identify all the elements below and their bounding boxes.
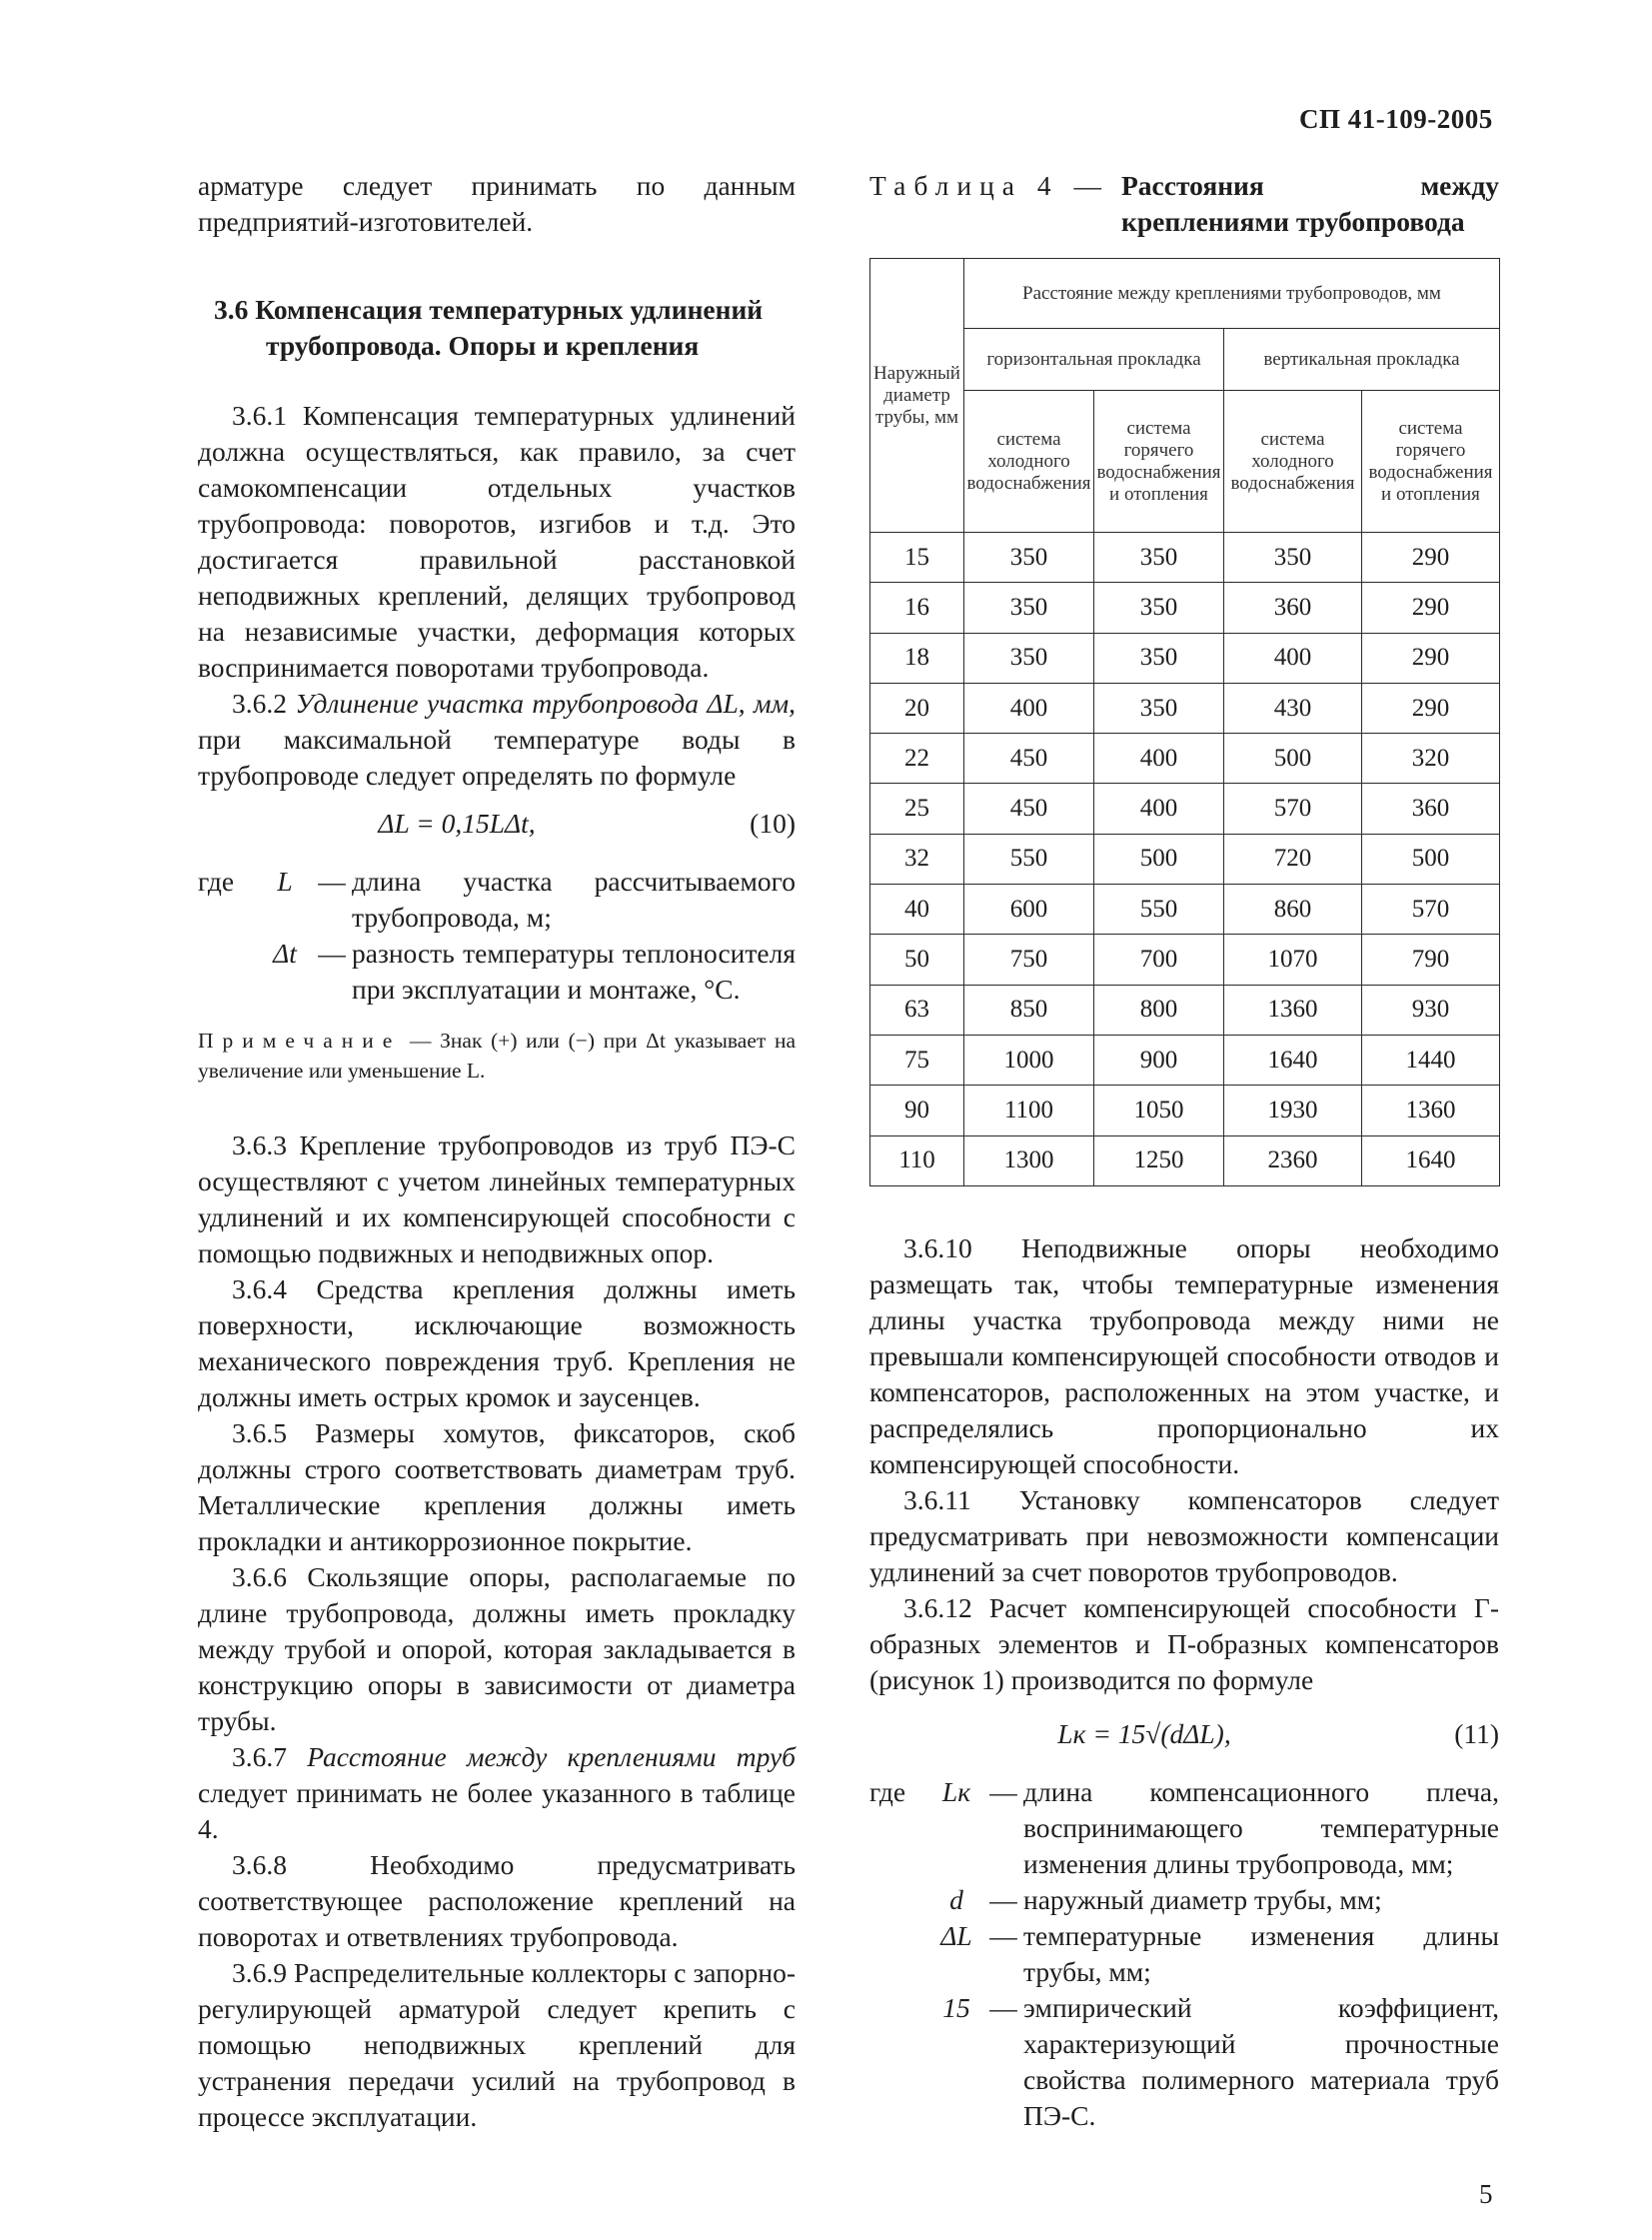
table-cell-diameter: 40	[870, 885, 964, 935]
table-cell-distance: 1640	[1362, 1135, 1500, 1185]
table-cell-distance: 350	[964, 633, 1094, 683]
table-cell-distance: 570	[1224, 784, 1362, 834]
table-cell-distance: 290	[1362, 583, 1500, 633]
table-cell-diameter: 15	[870, 533, 964, 583]
table-row	[870, 834, 1500, 884]
paragraph-3-6-1: 3.6.1 Компенсация температурных удлинений должна осуществляться, как правило, за счет самокомпенсации отдельных участков трубопровода: поворотов, изгибов и т.д. Это достигается правильной расстановкой неподвижных креплений, делящих трубопровод на независимые участки, деформация которых воспринимается поворотами трубопровода.	[198, 400, 796, 683]
table-cell-distance: 900	[1094, 1035, 1224, 1085]
table-cell-distance: 750	[964, 935, 1094, 985]
paragraph-3-6-11: 3.6.11 Установку компенсаторов следует предусматривать при невозможности компенсации удлинений за счет поворотов трубопроводов.	[869, 1483, 1499, 1587]
table-cell-diameter: 20	[870, 683, 964, 733]
formula-11	[869, 1716, 1499, 1752]
paragraph-3-6-2	[198, 686, 796, 794]
header-outer-diameter: Наружный диаметр трубы, мм	[870, 259, 964, 533]
note	[198, 1026, 796, 1086]
formula-10-expression: ΔL = 0,15LΔt,	[378, 808, 536, 839]
table-row	[870, 784, 1500, 834]
paragraph-3-6-2-number: 3.6.2	[232, 688, 287, 719]
paragraph-3-6-7-italic: Расстояние между креплениями труб	[307, 1741, 796, 1772]
table-cell-diameter: 25	[870, 784, 964, 834]
table-row	[870, 885, 1500, 935]
table-4-body	[870, 533, 1500, 1186]
table-cell-distance: 1360	[1362, 1086, 1500, 1135]
note-text: — Знак (+) или (−) при Δt указывает на увеличение или уменьшение L.	[198, 1029, 796, 1083]
table-row	[870, 935, 1500, 985]
left-column	[198, 168, 796, 2135]
table-cell-distance: 350	[1094, 583, 1224, 633]
table-cell-distance: 1250	[1094, 1135, 1224, 1185]
table-cell-distance: 450	[964, 784, 1094, 834]
table-cell-distance: 550	[1094, 885, 1224, 935]
definition-row: где L — длина участка рассчитываемого трубопровода, м;	[198, 866, 796, 933]
header-hot-vertical: система горячего водоснабжения и отопления	[1362, 391, 1500, 533]
table-cell-diameter: 18	[870, 633, 964, 683]
table-row	[870, 683, 1500, 733]
table-cell-diameter: 63	[870, 985, 964, 1035]
paragraph-3-6-8: 3.6.8 Необходимо предусматривать соответствующее расположение креплений на поворотах и ответвлениях трубопровода.	[198, 1849, 796, 1952]
header-hot-horizontal: система горячего водоснабжения и отопления	[1094, 391, 1224, 533]
table-cell-distance: 400	[1094, 734, 1224, 784]
table-cell-distance: 290	[1362, 633, 1500, 683]
table-cell-distance: 1000	[964, 1035, 1094, 1085]
table-cell-distance: 800	[1094, 985, 1224, 1035]
table-cell-distance: 350	[964, 533, 1094, 583]
paragraph-3-6-4: 3.6.4 Средства крепления должны иметь поверхности, исключающие возможность механического повреждения труб. Крепления не должны иметь острых кромок и заусенцев.	[198, 1273, 796, 1412]
table-4-caption	[869, 168, 1499, 240]
table-row	[870, 1086, 1500, 1135]
table-cell-diameter: 22	[870, 734, 964, 784]
intro-paragraph: арматуре следует принимать по данным предприятий-изготовителей.	[198, 170, 796, 237]
paragraph-3-6-3: 3.6.3 Крепление трубопроводов из труб ПЭ-С осуществляют с учетом линейных температурных удлинений и их компенсирующей способности с помощью подвижных и неподвижных опор.	[198, 1129, 796, 1268]
table-cell-diameter: 16	[870, 583, 964, 633]
table-row	[870, 633, 1500, 683]
table-cell-distance: 600	[964, 885, 1094, 935]
table-cell-diameter: 90	[870, 1086, 964, 1135]
table-row	[870, 583, 1500, 633]
page-number: 5	[1479, 2179, 1493, 2209]
table-cell-distance: 1440	[1362, 1035, 1500, 1085]
right-column	[869, 168, 1499, 2152]
table-cell-distance: 290	[1362, 683, 1500, 733]
formula-11-number: (11)	[1454, 1717, 1499, 1749]
table-cell-distance: 450	[964, 734, 1094, 784]
table-4	[869, 258, 1500, 1186]
document-code: СП 41-109-2005	[1299, 104, 1493, 134]
table-cell-distance: 720	[1224, 834, 1362, 884]
table-row	[870, 1135, 1500, 1185]
table-cell-distance: 930	[1362, 985, 1500, 1035]
table-cell-distance: 1640	[1224, 1035, 1362, 1085]
table-cell-distance: 1100	[964, 1086, 1094, 1135]
table-cell-diameter: 32	[870, 834, 964, 884]
table-cell-distance: 320	[1362, 734, 1500, 784]
table-cell-distance: 500	[1362, 834, 1500, 884]
table-cell-distance: 350	[1094, 633, 1224, 683]
table-cell-distance: 360	[1362, 784, 1500, 834]
paragraph-3-6-7-number: 3.6.7	[232, 1741, 287, 1772]
table-cell-distance: 360	[1224, 583, 1362, 633]
paragraph-3-6-7	[198, 1739, 796, 1847]
table-cell-distance: 350	[1094, 533, 1224, 583]
table-cell-distance: 400	[964, 683, 1094, 733]
table-cell-distance: 790	[1362, 935, 1500, 985]
paragraph-3-6-12: 3.6.12 Расчет компенсирующей способности Г-образных элементов и П-образных компенсаторов (рисунок 1) производится по формуле	[869, 1591, 1499, 1695]
paragraph-3-6-7-text: следует принимать не более указанного в таблице 4.	[198, 1777, 796, 1844]
header-distance: Расстояние между креплениями трубопроводов, мм	[964, 259, 1500, 329]
table-cell-distance: 290	[1362, 533, 1500, 583]
table-cell-diameter: 50	[870, 935, 964, 985]
definition-row: Δt — разность температуры теплоносителя при эксплуатации и монтаже, °С.	[273, 938, 796, 1005]
table-cell-distance: 570	[1362, 885, 1500, 935]
section-heading-3-6: 3.6 Компенсация температурных удлинений трубопровода. Опоры и крепления	[214, 294, 764, 361]
formula-10-number: (10)	[750, 808, 796, 839]
table-cell-distance: 1930	[1224, 1086, 1362, 1135]
paragraph-3-6-2-text: при максимальной температуре воды в трубопроводе следует определять по формуле	[198, 724, 796, 791]
definition-row: ΔL — температурные изменения длины трубы, мм;	[940, 1919, 1499, 1987]
table-cell-distance: 1360	[1224, 985, 1362, 1035]
table-4-label: Таблица 4 —	[869, 170, 1109, 201]
header-cold-horizontal: система холодного водоснабжения	[964, 391, 1094, 533]
table-cell-distance: 1070	[1224, 935, 1362, 985]
table-4-title: Расстояния между креплениями трубопровода	[1121, 170, 1499, 237]
formula-10-definitions	[198, 864, 796, 1008]
paragraph-3-6-10: 3.6.10 Неподвижные опоры необходимо размещать так, чтобы температурные изменения длины участка трубопровода между ними не превышали компенсирующей способности отводов и компенсаторов, расположенных на этом участке, и распределялись пропорционально их компенсирующей способности.	[869, 1231, 1499, 1479]
paragraph-3-6-6: 3.6.6 Скользящие опоры, располагаемые по длине трубопровода, должны иметь прокладку между трубой и опорой, которая закладывается в конструкцию опоры в зависимости от диаметра трубы.	[198, 1561, 796, 1736]
table-cell-distance: 400	[1224, 633, 1362, 683]
table-cell-distance: 500	[1224, 734, 1362, 784]
table-cell-distance: 430	[1224, 683, 1362, 733]
table-row	[870, 533, 1500, 583]
table-row	[870, 1035, 1500, 1085]
paragraph-3-6-2-italic: Удлинение участка трубопровода ΔL, мм,	[295, 688, 796, 719]
table-cell-distance: 860	[1224, 885, 1362, 935]
header-vertical: вертикальная прокладка	[1224, 329, 1500, 391]
formula-11-definitions	[869, 1774, 1499, 2134]
table-row	[870, 985, 1500, 1035]
header-cold-vertical: система холодного водоснабжения	[1224, 391, 1362, 533]
table-row	[870, 734, 1500, 784]
table-cell-distance: 500	[1094, 834, 1224, 884]
table-cell-diameter: 110	[870, 1135, 964, 1185]
table-cell-distance: 700	[1094, 935, 1224, 985]
table-cell-diameter: 75	[870, 1035, 964, 1085]
table-cell-distance: 350	[1094, 683, 1224, 733]
header-horizontal: горизонтальная прокладка	[964, 329, 1224, 391]
definition-row: где Lк — длина компенсационного плеча, воспринимающего температурные изменения длины трубопровода, мм;	[869, 1775, 1499, 1879]
table-cell-distance: 400	[1094, 784, 1224, 834]
definition-row: 15 — эмпирический коэффициент, характеризующий прочностные свойства полимерного материала труб ПЭ-С.	[942, 1991, 1499, 2131]
table-cell-distance: 2360	[1224, 1135, 1362, 1185]
table-cell-distance: 350	[1224, 533, 1362, 583]
table-cell-distance: 1300	[964, 1135, 1094, 1185]
table-cell-distance: 850	[964, 985, 1094, 1035]
paragraph-3-6-5: 3.6.5 Размеры хомутов, фиксаторов, скоб должны строго соответствовать диаметрам труб. Металлические крепления должны иметь прокладки и антикоррозионное покрытие.	[198, 1417, 796, 1556]
note-label: Примечание	[198, 1029, 402, 1053]
formula-10	[198, 806, 796, 842]
definition-row: d — наружный диаметр трубы, мм;	[949, 1883, 1382, 1915]
paragraph-3-6-9: 3.6.9 Распределительные коллекторы с запорно-регулирующей арматурой следует крепить с помощью неподвижных креплений для устранения передачи усилий на трубопровод в процессе эксплуатации.	[198, 1957, 796, 2132]
formula-11-expression: Lк = 15√(dΔL),	[1057, 1717, 1231, 1749]
table-cell-distance: 350	[964, 583, 1094, 633]
table-cell-distance: 550	[964, 834, 1094, 884]
table-cell-distance: 1050	[1094, 1086, 1224, 1135]
